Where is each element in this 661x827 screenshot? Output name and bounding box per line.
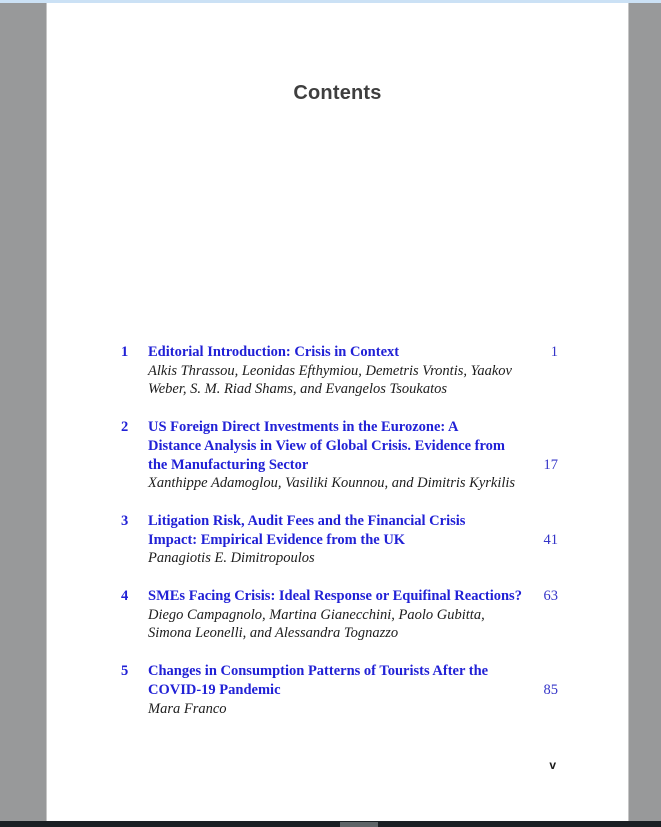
chapter-author-line: Simona Leonelli, and Alessandra Tognazzo bbox=[148, 625, 399, 642]
toc-title-row bbox=[148, 418, 558, 474]
toc-entry-body bbox=[148, 418, 558, 493]
chapter-page-number[interactable]: 17 bbox=[543, 456, 558, 473]
toc-title-row bbox=[148, 587, 558, 606]
toc-title-row bbox=[148, 512, 558, 549]
chapter-authors bbox=[148, 700, 558, 719]
chapter-title-line: Editorial Introduction: Crisis in Context bbox=[148, 344, 400, 360]
chapter-title-link[interactable] bbox=[148, 512, 465, 549]
horizontal-scrollbar-track[interactable] bbox=[0, 821, 661, 827]
chapter-page-number[interactable]: 41 bbox=[543, 531, 558, 548]
chapter-author-line: Mara Franco bbox=[148, 700, 227, 717]
toc-title-row bbox=[148, 343, 558, 362]
chapter-number: 1 bbox=[121, 344, 129, 360]
chapter-authors bbox=[148, 362, 558, 399]
toc-title-row bbox=[148, 662, 558, 699]
chapter-author-line: Diego Campagnolo, Martina Gianecchini, Paolo Gubitta, bbox=[148, 606, 485, 623]
chapter-title-link[interactable] bbox=[148, 418, 505, 474]
chapter-title-line: COVID-19 Pandemic bbox=[148, 681, 281, 698]
toc-entry bbox=[121, 512, 558, 568]
chapter-title-line: Distance Analysis in View of Global Crisis. Evidence from bbox=[148, 437, 506, 454]
chapter-author-line: Alkis Thrassou, Leonidas Efthymiou, Demetris Vrontis, Yaakov bbox=[148, 362, 512, 379]
table-of-contents bbox=[121, 343, 558, 737]
toc-entry bbox=[121, 587, 558, 643]
chapter-author-line: Weber, S. M. Riad Shams, and Evangelos Tsoukatos bbox=[148, 381, 447, 398]
chapter-title-link[interactable] bbox=[148, 587, 522, 606]
chapter-title-line: the Manufacturing Sector bbox=[148, 456, 309, 473]
chapter-title-line: US Foreign Direct Investments in the Eurozone: A bbox=[148, 419, 459, 436]
chapter-title-line: Changes in Consumption Patterns of Tourists After the bbox=[148, 663, 489, 680]
document-page bbox=[46, 3, 629, 821]
chapter-authors bbox=[148, 606, 558, 643]
chapter-author-line: Panagiotis E. Dimitropoulos bbox=[148, 550, 315, 567]
chapter-author-line: Xanthippe Adamoglou, Vasiliki Kounnou, and Dimitris Kyrkilis bbox=[148, 475, 516, 492]
chapter-title-link[interactable] bbox=[148, 662, 488, 699]
chapter-title-line: SMEs Facing Crisis: Ideal Response or Equifinal Reactions? bbox=[148, 588, 522, 605]
chapter-authors bbox=[148, 474, 558, 493]
toc-entry bbox=[121, 418, 558, 493]
chapter-page-number[interactable]: 63 bbox=[543, 588, 558, 605]
toc-entry-body bbox=[148, 512, 558, 568]
chapter-title-link[interactable] bbox=[148, 343, 399, 362]
toc-entry bbox=[121, 343, 558, 399]
chapter-number: 4 bbox=[121, 588, 129, 605]
page-folio: v bbox=[549, 758, 556, 772]
chapter-number: 3 bbox=[121, 512, 129, 529]
chapter-page-number[interactable]: 85 bbox=[543, 681, 558, 698]
chapter-authors bbox=[148, 549, 558, 568]
contents-heading: Contents bbox=[293, 82, 382, 104]
chapter-number: 2 bbox=[121, 419, 129, 436]
chapter-page-number[interactable]: 1 bbox=[550, 344, 558, 360]
toc-entry-body bbox=[148, 587, 558, 643]
horizontal-scrollbar-thumb[interactable] bbox=[340, 822, 378, 827]
chapter-number: 5 bbox=[121, 663, 129, 680]
toc-entry bbox=[121, 662, 558, 718]
toc-entry-body bbox=[148, 662, 558, 718]
chapter-title-line: Impact: Empirical Evidence from the UK bbox=[148, 531, 406, 548]
toc-entry-body bbox=[148, 343, 558, 399]
chapter-title-line: Litigation Risk, Audit Fees and the Financial Crisis bbox=[148, 512, 466, 529]
